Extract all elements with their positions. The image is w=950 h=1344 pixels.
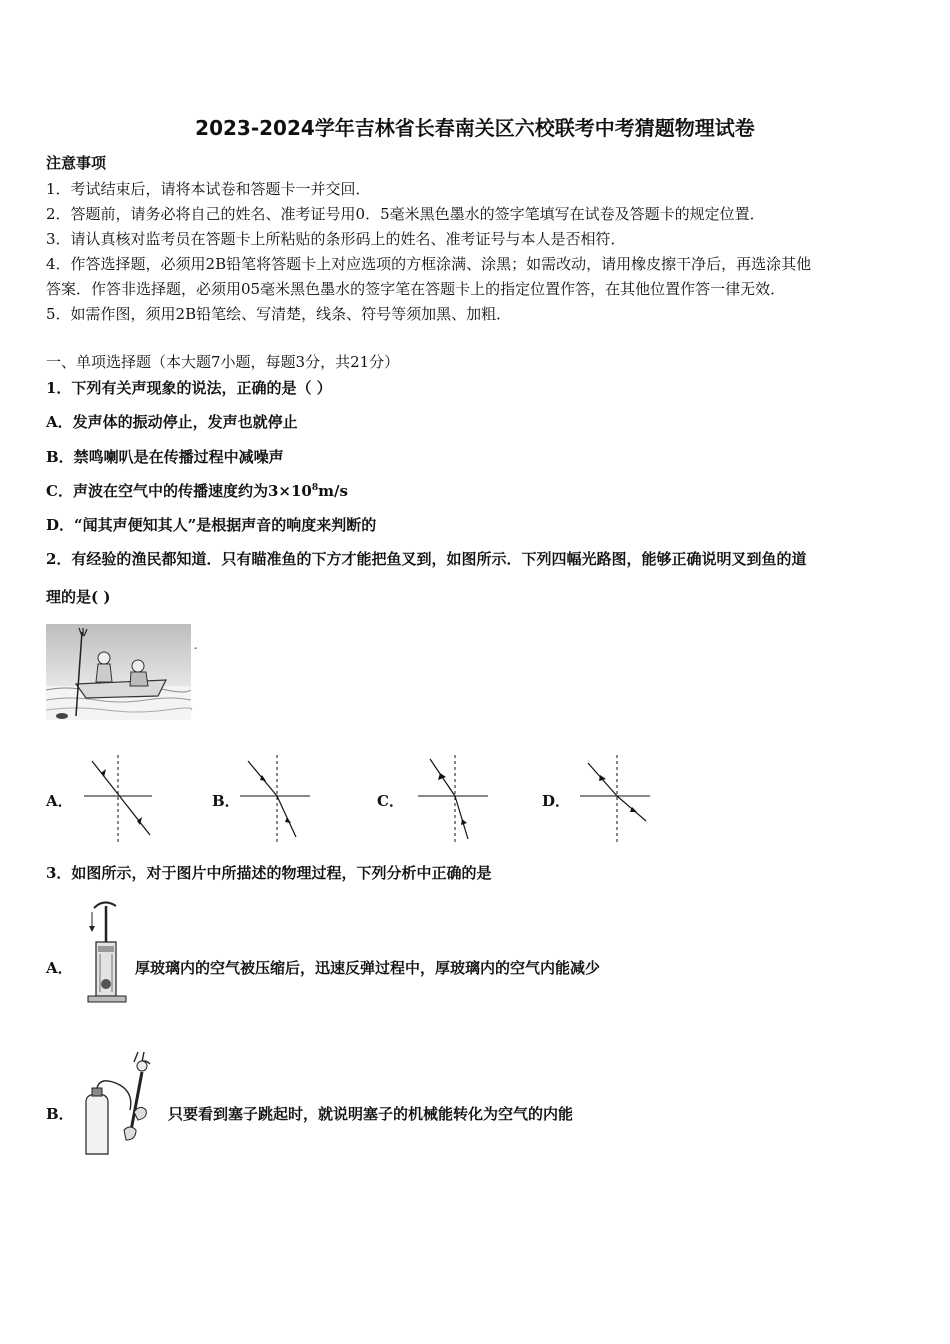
exam-title: 2023-2024学年吉林省长春南关区六校联考中考猜题物理试卷 bbox=[195, 116, 755, 140]
q3-option-a-label: A． bbox=[46, 959, 73, 977]
q1-stem: 1．下列有关声现象的说法，正确的是（ ） bbox=[46, 379, 332, 397]
notice-item: 1．考试结束后，请将本试卷和答题卡一并交回． bbox=[46, 180, 371, 198]
q1-option-c-exponent: 8 bbox=[311, 483, 319, 493]
q3-option-b-label: B． bbox=[46, 1105, 74, 1123]
q1-option-c bbox=[46, 480, 348, 501]
q2-option-d-label: D． bbox=[542, 792, 571, 810]
section-heading: 一、单项选择题（本大题7小题，每题3分，共21分） bbox=[46, 353, 400, 371]
q1-option-a: A．发声体的振动停止，发声也就停止 bbox=[46, 413, 298, 431]
bottle-pump-image bbox=[78, 1050, 163, 1158]
q2-stem-line1: 2．有经验的渔民都知道．只有瞄准鱼的下方才能把鱼叉到，如图所示．下列四幅光路图，能够正确说明叉到鱼的道 bbox=[46, 550, 807, 568]
ray-diagram-c bbox=[418, 755, 490, 843]
q2-option-a-label: A． bbox=[46, 792, 73, 810]
q1-option-c-unit: m/s bbox=[318, 482, 348, 500]
q3-option-a-text: 厚玻璃内的空气被压缩后，迅速反弹过程中，厚玻璃内的空气内能减少 bbox=[135, 959, 601, 977]
q1-option-c-text: C．声波在空气中的传播速度约为3×10 bbox=[46, 482, 312, 500]
q3-stem: 3．如图所示，对于图片中所描述的物理过程，下列分析中正确的是 bbox=[46, 864, 492, 882]
q1-option-d: D．“闻其声便知其人”是根据声音的响度来判断的 bbox=[46, 516, 377, 534]
ray-diagram-d bbox=[580, 755, 652, 843]
q2-option-b-label: B． bbox=[212, 792, 240, 810]
notice-item: 4．作答选择题，必须用2B铅笔将答题卡上对应选项的方框涂满、涂黑；如需改动，请用橡皮擦干净后，再选涂其他 bbox=[46, 255, 812, 273]
notice-item: 5．如需作图，须用2B铅笔绘、写清楚，线条、符号等须加黑、加粗． bbox=[46, 305, 512, 323]
notice-item: 答案．作答非选择题，必须用05毫米黑色墨水的签字笔在答题卡上的指定位置作答，在其他位置作答一律无效． bbox=[46, 280, 786, 298]
ray-diagram-a bbox=[84, 755, 154, 843]
q2-stem-line2: 理的是( ) bbox=[46, 588, 111, 606]
figure-note: - bbox=[194, 643, 198, 654]
fisherman-image bbox=[46, 624, 191, 720]
compression-cylinder-image bbox=[86, 898, 128, 1008]
notice-item: 3．请认真核对监考员在答题卡上所粘贴的条形码上的姓名、准考证号与本人是否相符． bbox=[46, 230, 626, 248]
q3-option-b-text: 只要看到塞子跳起时，就说明塞子的机械能转化为空气的内能 bbox=[168, 1105, 574, 1123]
notice-heading: 注意事项 bbox=[46, 154, 107, 172]
notice-item: 2．答题前，请务必将自己的姓名、准考证号用0．5毫米黑色墨水的签字笔填写在试卷及答题卡的规定位置． bbox=[46, 205, 765, 223]
ray-diagram-b bbox=[240, 755, 312, 843]
q2-option-c-label: C． bbox=[377, 792, 404, 810]
q1-option-b: B．禁鸣喇叭是在传播过程中减噪声 bbox=[46, 448, 284, 466]
